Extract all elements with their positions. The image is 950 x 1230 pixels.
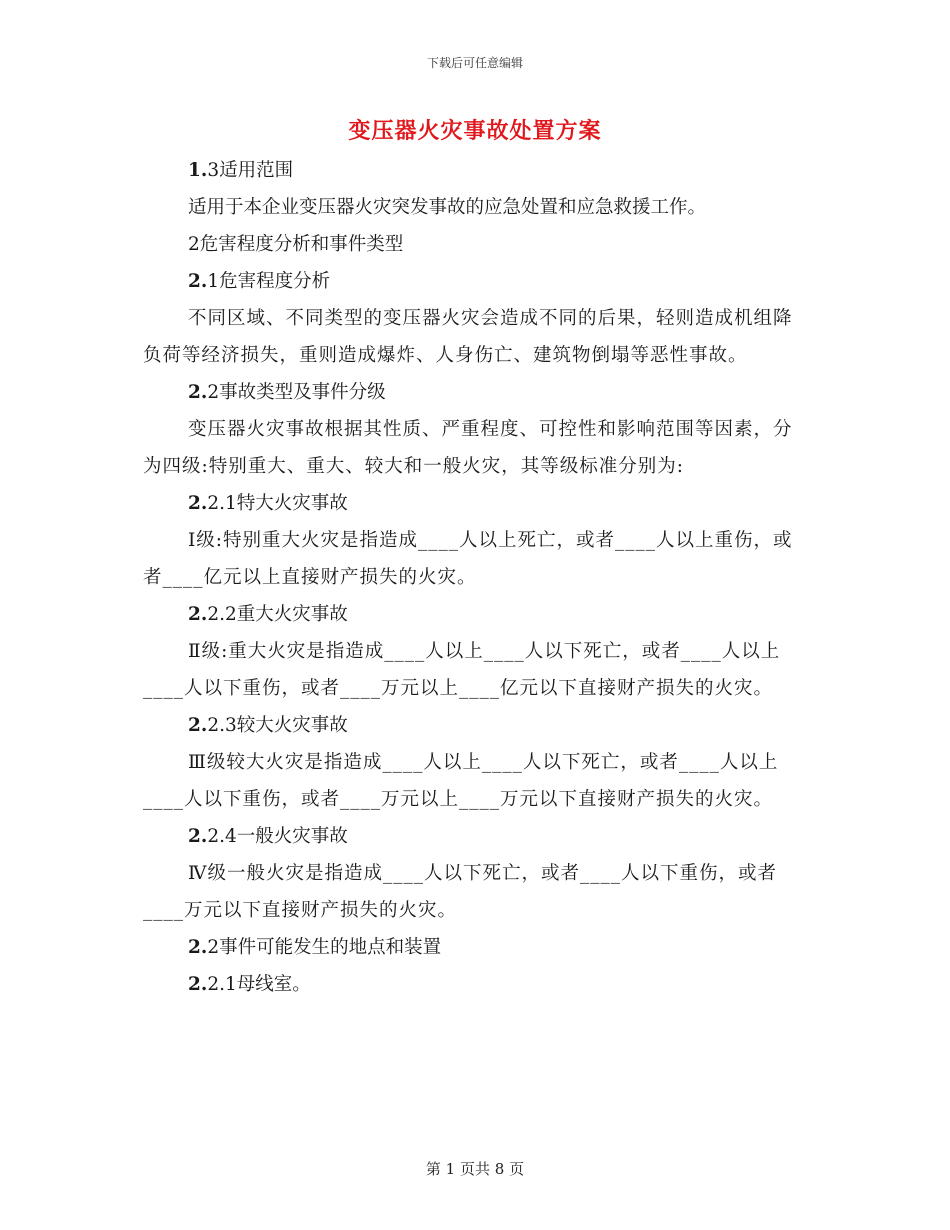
paragraph: 适用于本企业变压器火灾突发事故的应急处置和应急救援工作。 (188, 197, 707, 218)
section-heading: 2.2.3较大火灾事故 (188, 715, 348, 736)
section-heading: 2.2.1特大火灾事故 (188, 493, 348, 514)
paragraph: Ⅲ级较大火灾是指造成____人以上____人以下死亡，或者____人以上____人以下重伤，或者____万元以上____万元以下直接财产损失的火灾。 (143, 752, 779, 810)
document-title: 变压器火灾事故处置方案 (348, 118, 602, 144)
header-note: 下载后可任意编辑 (426, 56, 523, 70)
paragraph: 变压器火灾事故根据其性质、严重程度、可控性和影响范围等因素，分为四级:特别重大、重大、较大和一般火灾，其等级标准分别为: (143, 419, 793, 477)
section-heading: 2危害程度分析和事件类型 (188, 234, 404, 255)
paragraph: 不同区域、不同类型的变压器火灾会造成不同的后果，轻则造成机组降负荷等经济损失，重则造成爆炸、人身伤亡、建筑物倒塌等恶性事故。 (143, 308, 793, 366)
paragraph: Ⅳ级一般火灾是指造成____人以下死亡，或者____人以下重伤，或者____万元以下直接财产损失的火灾。 (143, 863, 777, 921)
section-heading: 2.2事件可能发生的地点和装置 (188, 937, 442, 958)
paragraph: Ⅱ级:重大火灾是指造成____人以上____人以下死亡，或者____人以上____人以下重伤，或者____万元以上____亿元以下直接财产损失的火灾。 (143, 641, 781, 699)
document-body (143, 152, 811, 1003)
paragraph: Ⅰ级:特别重大火灾是指造成____人以上死亡，或者____人以上重伤，或者____亿元以上直接财产损失的火灾。 (143, 530, 793, 588)
section-heading: 2.2.1母线室。 (188, 974, 311, 995)
section-heading: 2.2.2重大火灾事故 (188, 604, 348, 625)
section-heading: 2.1危害程度分析 (188, 271, 331, 292)
section-heading: 2.2事故类型及事件分级 (188, 382, 386, 403)
section-heading: 2.2.4一般火灾事故 (188, 826, 348, 847)
section-heading: 1.3适用范围 (188, 160, 294, 181)
page-footer: 第 1 页共 8 页 (425, 1160, 525, 1178)
